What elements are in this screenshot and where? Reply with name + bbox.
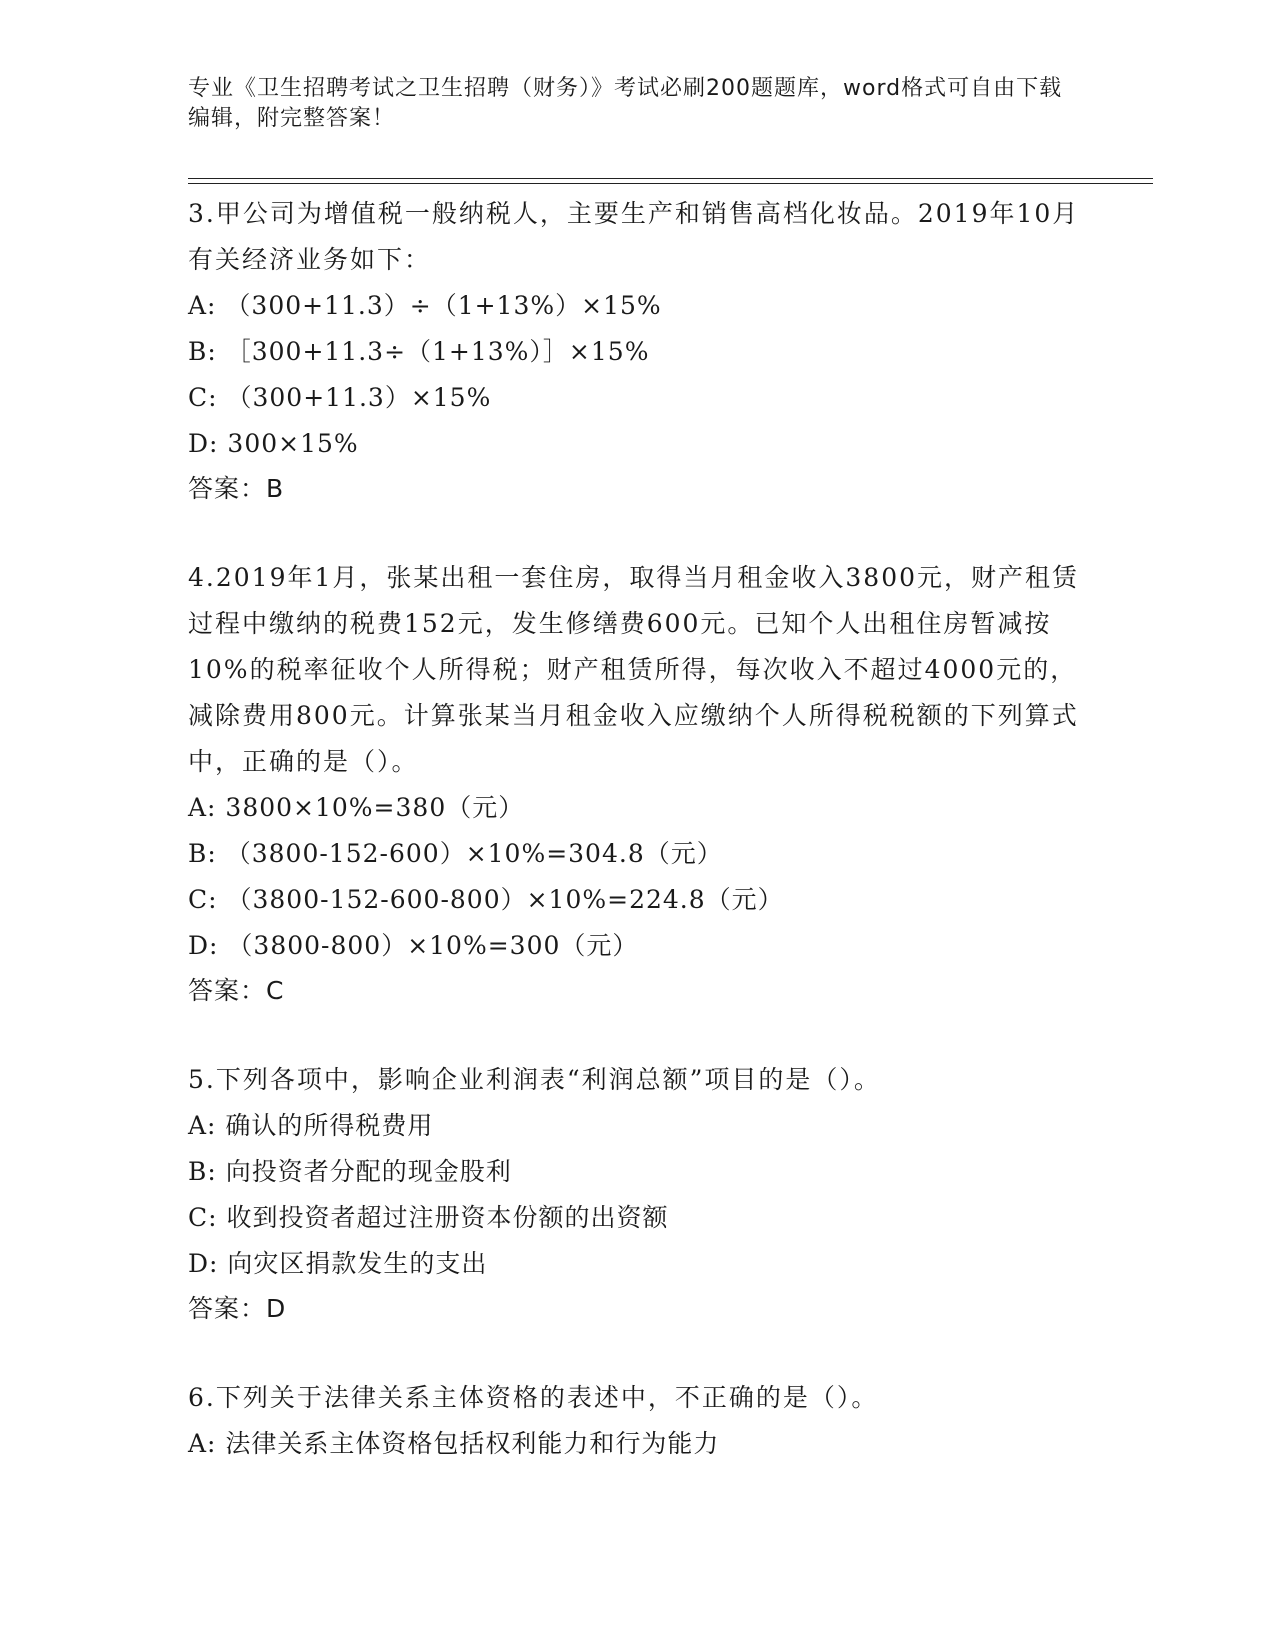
question-block-6 (188, 1375, 1088, 1467)
option-b: B: 向投资者分配的现金股利 (188, 1157, 512, 1186)
answer-line: 答案：C (188, 976, 285, 1005)
header-divider (188, 178, 1153, 179)
option-a: A: （300+11.3）÷（1+13%）×15% (188, 291, 662, 320)
question-stem: 4.2019年1月，张某出租一套住房，取得当月租金收入3800元，财产租赁过程中缴纳的税费152元，发生修缮费600元。已知个人出租住房暂减按10%的税率征收个人所得税；财产租赁所得，每次收入不超过4000元的，减除费用800元。计算张某当月租金收入应缴纳个人所得税税额的下列算式中，正确的是（）。 (188, 563, 1080, 776)
option-d: D: 向灾区捐款发生的支出 (188, 1249, 488, 1278)
question-block-5 (188, 1057, 1088, 1331)
option-d: D: （3800-800）×10%=300（元） (188, 931, 639, 960)
question-stem: 3.甲公司为增值税一般纳税人，主要生产和销售高档化妆品。2019年10月有关经济业务如下： (188, 199, 1080, 274)
option-a: A: 3800×10%=380（元） (188, 793, 525, 822)
question-block-3 (188, 191, 1088, 511)
question-list (188, 191, 1088, 1467)
option-b: B: （3800-152-600）×10%=304.8（元） (188, 839, 723, 868)
option-c: C: 收到投资者超过注册资本份额的出资额 (188, 1203, 669, 1232)
option-c: C: （300+11.3）×15% (188, 383, 492, 412)
answer-line: 答案：D (188, 1294, 287, 1323)
question-stem: 5.下列各项中，影响企业利润表“利润总额”项目的是（）。 (188, 1065, 881, 1094)
option-c: C: （3800-152-600-800）×10%=224.8（元） (188, 885, 784, 914)
document-header: 专业《卫生招聘考试之卫生招聘（财务）》考试必刷200题题库，word格式可自由下载编辑，附完整答案！ (188, 76, 1063, 131)
option-b: B: ［300+11.3÷（1+13%）］×15% (188, 337, 650, 366)
option-a: A: 确认的所得税费用 (188, 1111, 434, 1140)
question-block-4 (188, 555, 1088, 1013)
header-divider-secondary (188, 183, 1153, 184)
question-stem: 6.下列关于法律关系主体资格的表述中，不正确的是（）。 (188, 1383, 879, 1412)
option-d: D: 300×15% (188, 429, 359, 458)
answer-line: 答案：B (188, 474, 285, 503)
option-a: A: 法律关系主体资格包括权利能力和行为能力 (188, 1429, 720, 1458)
